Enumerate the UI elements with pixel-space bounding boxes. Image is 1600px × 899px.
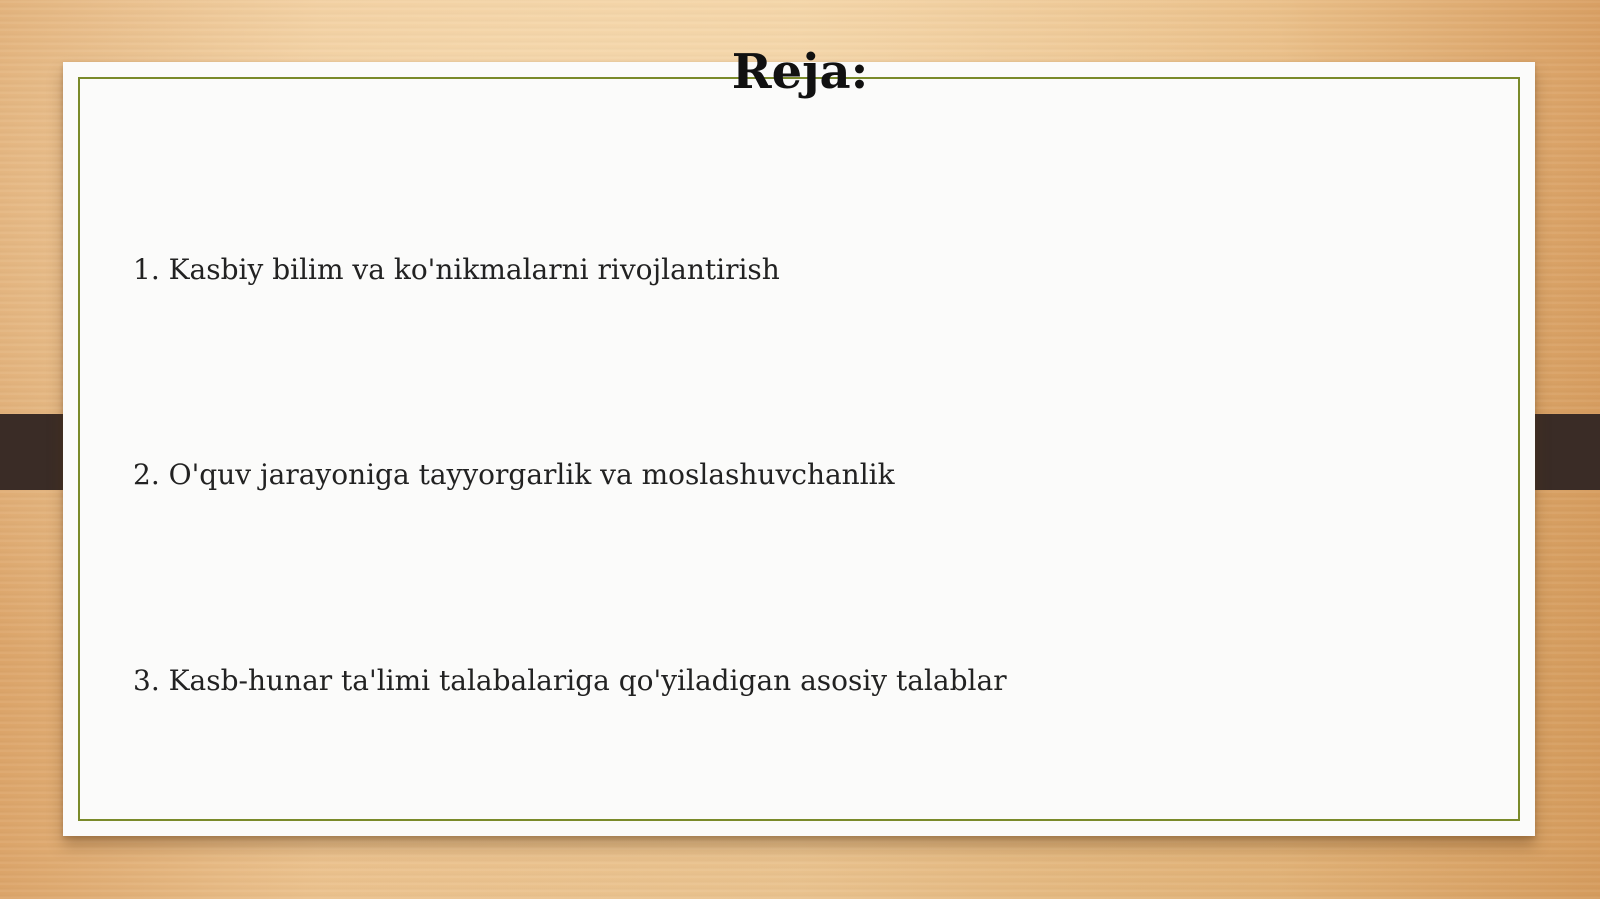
slide-title: Reja: (731, 44, 869, 100)
plan-item-1: 1. Kasbiy bilim va ko'nikmalarni rivojlantirish (133, 253, 780, 286)
slide-frame-border (78, 77, 1520, 821)
plan-item-3: 3. Kasb-hunar ta'limi talabalariga qo'yiladigan asosiy talablar (133, 664, 1007, 697)
plan-item-2: 2. O'quv jarayoniga tayyorgarlik va moslashuvchanlik (133, 458, 895, 491)
slide-paper (63, 62, 1535, 836)
